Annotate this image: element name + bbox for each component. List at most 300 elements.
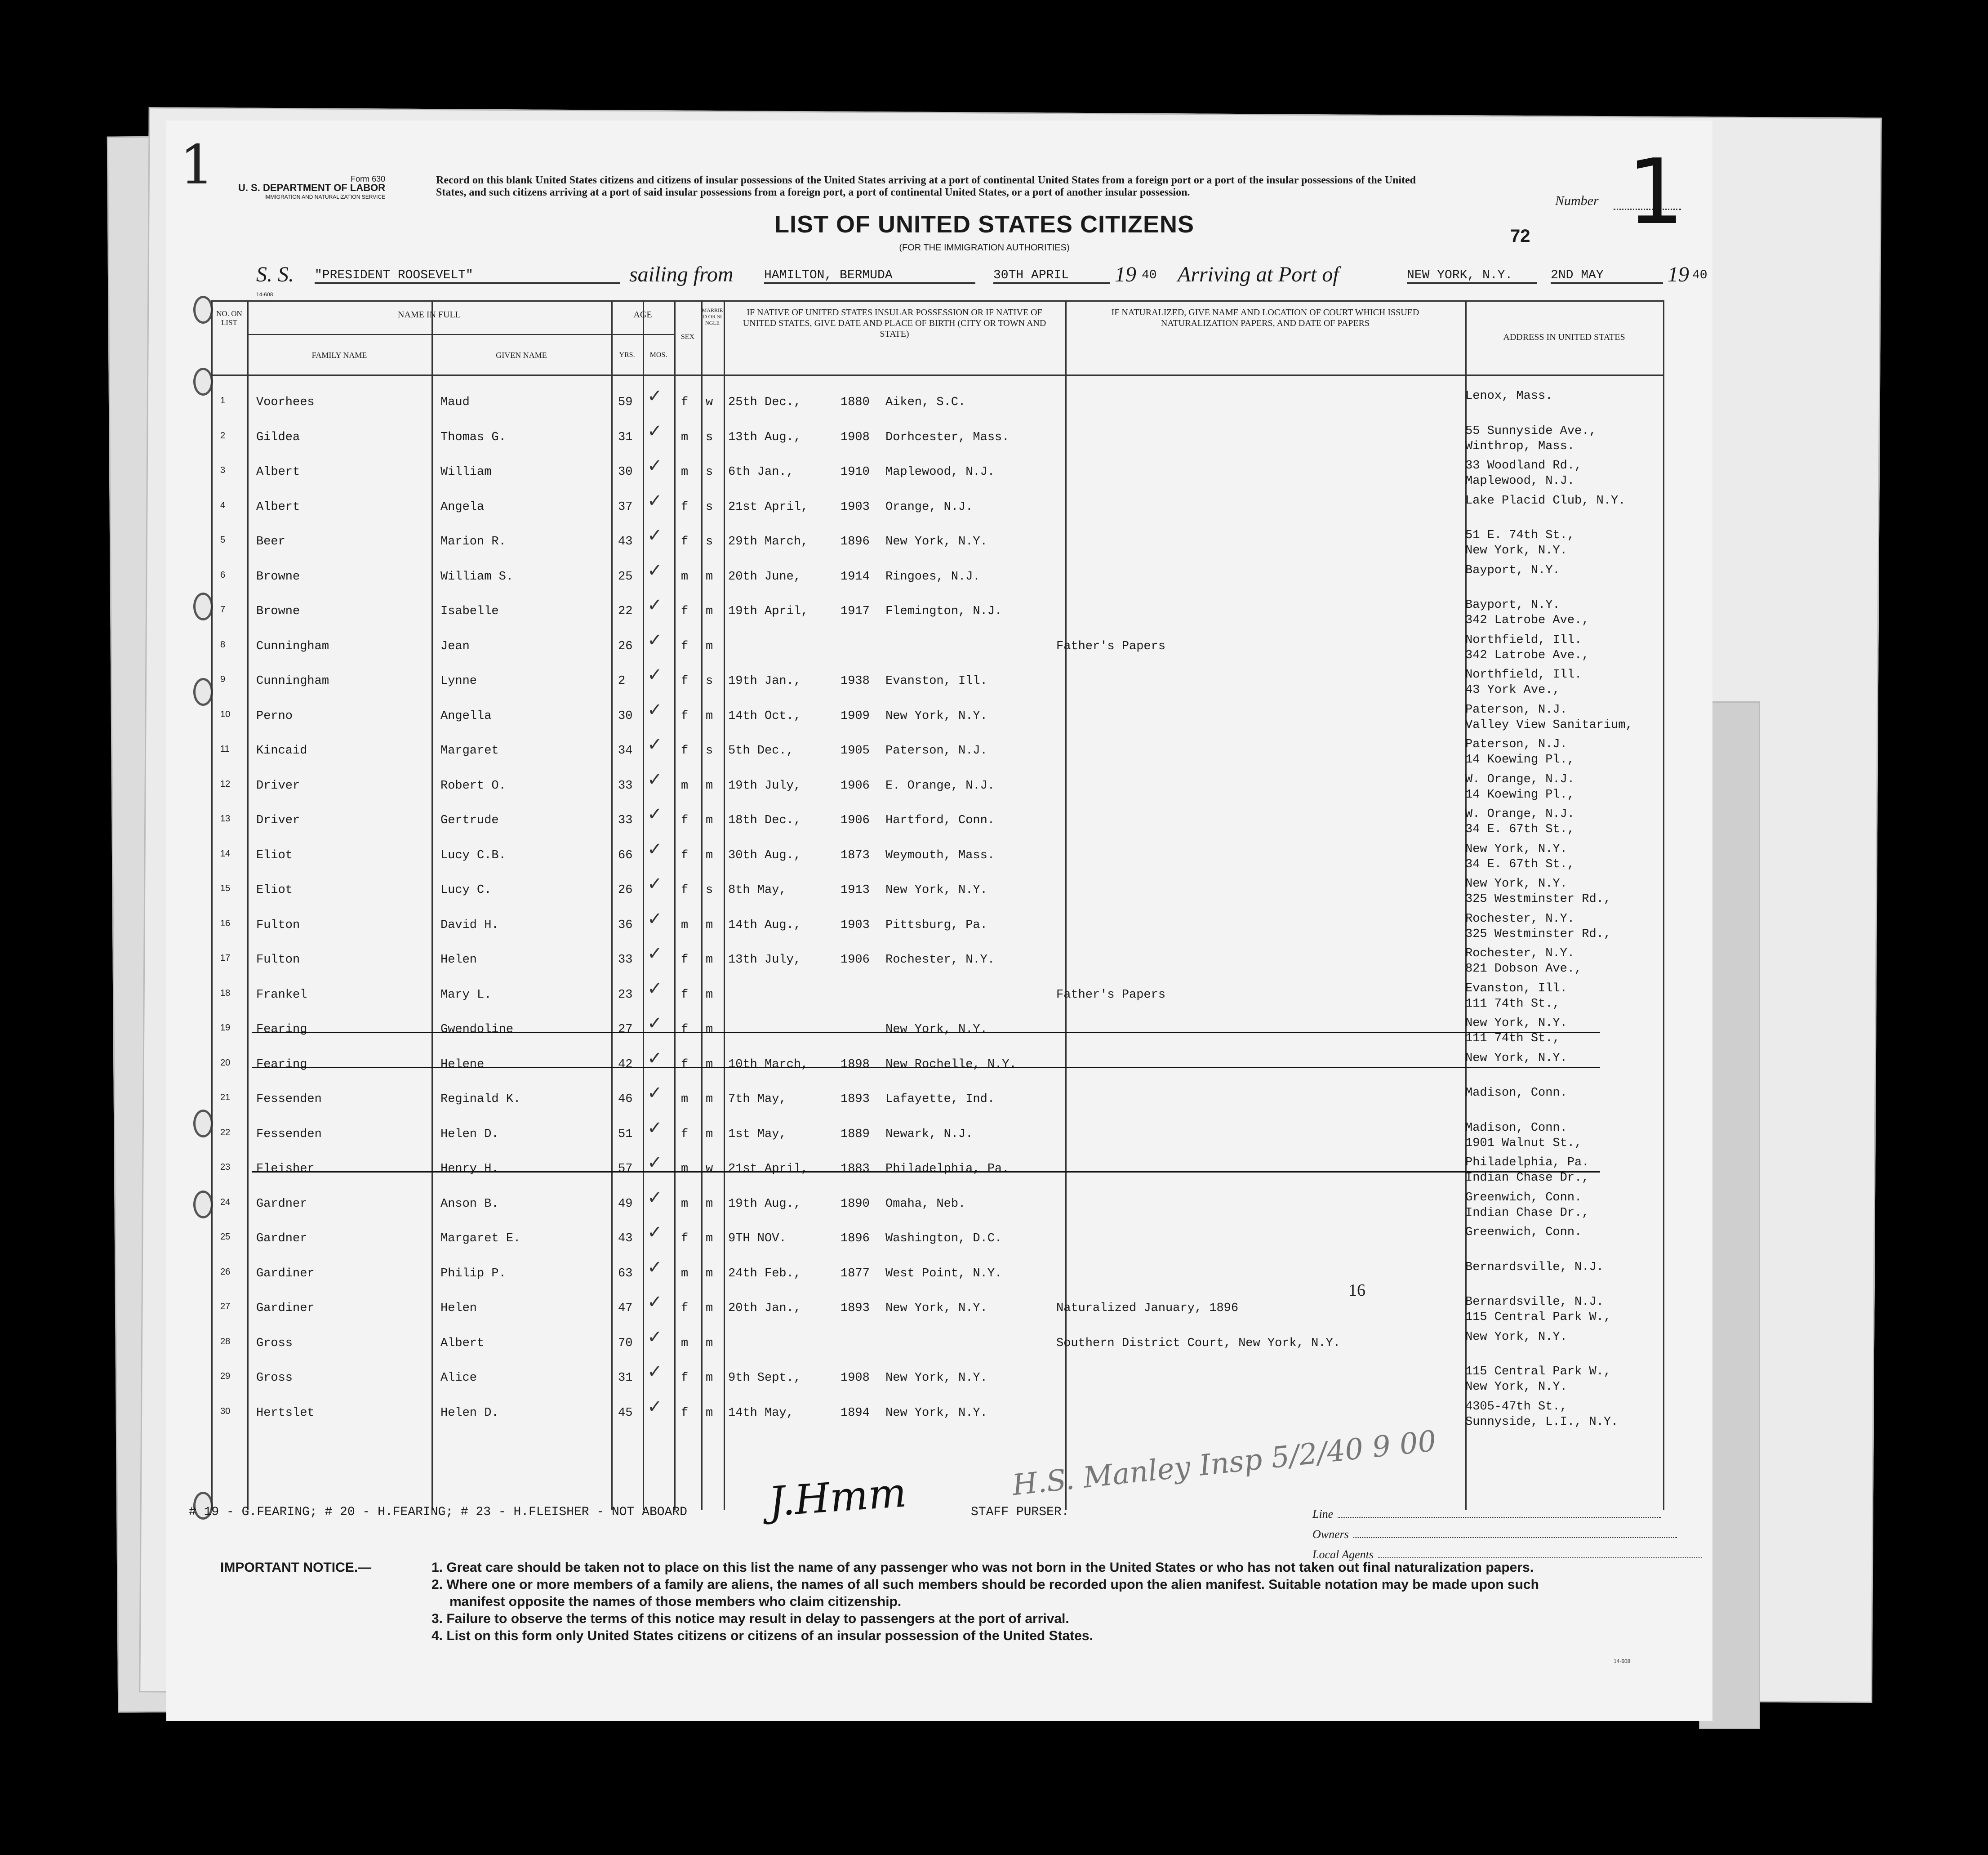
cell-age: 43 [618, 535, 633, 548]
cell-address-line-2: Indian Chase Dr., [1465, 1171, 1589, 1185]
cell-no: 30 [220, 1406, 231, 1416]
cell-byear: 1910 [841, 465, 870, 479]
cell-address-line-2: New York, N.Y. [1465, 544, 1567, 557]
cell-no: 14 [220, 848, 231, 859]
cell-age: 27 [618, 1023, 633, 1036]
cell-sex: m [681, 1336, 689, 1350]
cell-address-line-1: Greenwich, Conn. [1465, 1226, 1582, 1239]
cell-bplace: New York, N.Y. [885, 709, 987, 723]
cell-address-line-1: Rochester, N.Y. [1465, 947, 1575, 960]
page-stamp: 72 [1510, 226, 1530, 246]
checkmark-icon: ✓ [647, 1396, 663, 1417]
cell-bplace: New York, N.Y. [885, 535, 987, 548]
cell-family: Gross [256, 1336, 293, 1350]
cell-address-line-1: W. Orange, N.J. [1465, 772, 1575, 786]
checkmark-icon: ✓ [647, 943, 663, 964]
checkmark-icon: ✓ [647, 629, 663, 651]
cell-bplace: Washington, D.C. [885, 1232, 1002, 1245]
cell-byear: 1893 [841, 1302, 870, 1315]
arrival-port: NEW YORK, N.Y. [1407, 268, 1537, 284]
cell-given: Thomas G. [440, 430, 506, 444]
cell-address-line-2: 14 Koewing Pl., [1465, 753, 1575, 767]
handwritten-number: 16 [1348, 1281, 1365, 1300]
cell-address-line-1: Paterson, N.J. [1465, 738, 1567, 751]
print-code: 14-608 [256, 291, 273, 298]
cell-byear: 1903 [841, 500, 870, 514]
notice-label: IMPORTANT NOTICE.— [220, 1560, 372, 1575]
cell-sex: f [681, 535, 689, 548]
cell-given: Marion R. [440, 535, 506, 548]
cell-no: 20 [220, 1057, 231, 1068]
checkmark-icon: ✓ [647, 734, 663, 755]
checkmark-icon: ✓ [647, 1326, 663, 1347]
cell-bdate: 19th July, [728, 779, 801, 793]
cell-bdate: 29th March, [728, 535, 809, 548]
cell-no: 25 [220, 1232, 231, 1242]
cell-address-line-1: Greenwich, Conn. [1465, 1191, 1582, 1204]
notice-item-1: 1. Great care should be taken not to place on this list the name of any passenger who was not born in the United States or who has not taken out final naturalization papers. [431, 1560, 1534, 1575]
cell-bplace: West Point, N.Y. [885, 1266, 1002, 1280]
cell-byear: 1914 [841, 570, 870, 584]
page-subtitle: (FOR THE IMMIGRATION AUTHORITIES) [899, 243, 1070, 253]
cell-address-line-1: 33 Woodland Rd., [1465, 459, 1582, 473]
cell-no: 17 [220, 953, 231, 963]
cell-sex: f [681, 848, 689, 862]
cell-sex: f [681, 1302, 689, 1315]
cell-byear: 1906 [841, 953, 870, 967]
cell-sex: m [681, 570, 689, 584]
cell-family: Gross [256, 1371, 293, 1385]
cell-family: Fearing [256, 1023, 307, 1036]
cell-age: 26 [618, 883, 633, 897]
cell-sex: m [681, 1266, 689, 1280]
cell-given: Gertrude [440, 814, 499, 827]
cell-address-line-1: Philadelphia, Pa. [1465, 1156, 1589, 1169]
cell-age: 23 [618, 988, 633, 1002]
cell-bdate: 8th May, [728, 883, 787, 897]
cell-no: 3 [220, 465, 226, 475]
cell-sex: m [681, 1092, 689, 1106]
cell-given: Reginald K. [440, 1092, 521, 1106]
departure-year: 40 [1142, 268, 1157, 282]
cell-address-line-1: W. Orange, N.J. [1465, 807, 1575, 821]
header-name-in-full: NAME IN FULL [398, 310, 461, 320]
cell-byear: 1938 [841, 674, 870, 688]
cell-age: 22 [618, 605, 633, 618]
checkmark-icon: ✓ [647, 490, 663, 511]
cell-given: Alice [440, 1371, 477, 1385]
cell-bplace: New York, N.Y. [885, 1302, 987, 1315]
departure-port: HAMILTON, BERMUDA [764, 268, 975, 284]
cell-byear: 1896 [841, 1232, 870, 1245]
cell-address-line-1: Paterson, N.J. [1465, 703, 1567, 717]
cell-ms: m [706, 570, 713, 584]
cell-given: Albert [440, 1336, 485, 1350]
cell-address-line-1: 55 Sunnyside Ave., [1465, 424, 1597, 438]
cell-no: 28 [220, 1336, 231, 1347]
cell-byear: 1890 [841, 1197, 870, 1211]
cell-ms: m [706, 639, 713, 653]
header-given-name: GIVEN NAME [496, 351, 547, 360]
notice-item-2: 2. Where one or more members of a family are aliens, the names of all such members should be recorded upon the alien manifest. Suitable notation may be made upon such [431, 1577, 1539, 1592]
cell-bplace: Flemington, N.J. [885, 605, 1002, 618]
cell-bplace: Pittsburg, Pa. [885, 918, 987, 932]
binder-hole [193, 368, 213, 396]
cell-family: Driver [256, 814, 300, 827]
cell-bplace: Omaha, Neb. [885, 1197, 966, 1211]
cell-given: Lucy C. [440, 883, 492, 897]
strikethrough-line [252, 1171, 1600, 1173]
cell-byear: 1903 [841, 918, 870, 932]
cell-given: Margaret E. [440, 1232, 521, 1245]
cell-no: 5 [220, 535, 226, 545]
cell-given: Margaret [440, 744, 499, 758]
cell-address-line-1: Bernardsville, N.J. [1465, 1260, 1604, 1274]
cell-age: 45 [618, 1406, 633, 1420]
ship-name: "PRESIDENT ROOSEVELT" [315, 268, 620, 284]
cell-sex: f [681, 1232, 689, 1245]
cell-sex: f [681, 814, 689, 827]
cell-bdate: 25th Dec., [728, 396, 801, 409]
cell-given: William S. [440, 570, 514, 584]
cell-address-line-2: Maplewood, N.J. [1465, 474, 1575, 488]
cell-bdate: 14th May, [728, 1406, 794, 1420]
cell-byear: 1908 [841, 430, 870, 444]
cell-bdate: 19th Jan., [728, 674, 801, 688]
inspector-signature: H.S. Manley Insp 5/2/40 9 00 [1010, 1424, 1438, 1503]
cell-address-line-1: Northfield, Ill. [1465, 668, 1582, 682]
cell-family: Kincaid [256, 744, 307, 758]
header-naturalized: IF NATURALIZED, GIVE NAME AND LOCATION OF COURT WHICH ISSUED NATURALIZATION PAPERS, AND DATE OF PAPERS [1111, 308, 1419, 328]
cell-ms: m [706, 1197, 713, 1211]
cell-no: 2 [220, 430, 226, 441]
cell-ms: m [706, 1406, 713, 1420]
cell-age: 30 [618, 709, 633, 723]
binder-hole [193, 296, 213, 324]
cell-byear: 1909 [841, 709, 870, 723]
cell-no: 22 [220, 1127, 231, 1137]
cell-ms: m [706, 1336, 713, 1350]
notice-item-2-cont: manifest opposite the names of those members who claim citizenship. [449, 1594, 902, 1609]
cell-address-line-1: New York, N.Y. [1465, 1330, 1567, 1344]
cell-sex: f [681, 744, 689, 758]
checkmark-icon: ✓ [647, 525, 663, 546]
page-title: LIST OF UNITED STATES CITIZENS [774, 211, 1194, 238]
cell-sex: m [681, 430, 689, 444]
cell-bplace: Ringoes, N.J. [885, 570, 980, 584]
cell-family: Albert [256, 465, 300, 479]
cell-sex: f [681, 988, 689, 1002]
cell-age: 2 [618, 674, 626, 688]
cell-address-line-2: Winthrop, Mass. [1465, 439, 1575, 453]
cell-bdate: 14th Oct., [728, 709, 801, 723]
bottom-print-code: 14-608 [1614, 1658, 1631, 1664]
form-number: Form 630 [351, 174, 386, 183]
cell-address-line-2: 821 Dobson Ave., [1465, 962, 1582, 976]
cell-sex: m [681, 918, 689, 932]
cell-sex: f [681, 883, 689, 897]
cell-address-line-1: Lenox, Mass. [1465, 389, 1553, 403]
cell-bdate: 18th Dec., [728, 814, 801, 827]
checkmark-icon: ✓ [647, 595, 663, 615]
cell-age: 37 [618, 500, 633, 514]
cell-bdate: 1st May, [728, 1127, 787, 1141]
cell-ms: m [706, 814, 713, 827]
passenger-table [211, 300, 1663, 1510]
cell-bplace: Dorhcester, Mass. [885, 430, 1010, 444]
cell-ms: m [706, 848, 713, 862]
cell-no: 18 [220, 988, 231, 998]
header-mos: MOS. [649, 351, 667, 359]
cell-address-line-1: Northfield, Ill. [1465, 633, 1582, 647]
cell-ms: s [706, 883, 713, 897]
cell-age: 30 [618, 465, 633, 479]
checkmark-icon: ✓ [647, 455, 663, 476]
cell-address-line-1: Bernardsville, N.J. [1465, 1295, 1604, 1309]
cell-bdate: 20th June, [728, 570, 801, 584]
cell-bplace: New York, N.Y. [885, 883, 987, 897]
cell-age: 59 [618, 396, 633, 409]
cell-no: 26 [220, 1266, 231, 1277]
cell-age: 51 [618, 1127, 633, 1141]
manifest-page [166, 120, 1712, 1721]
cell-no: 16 [220, 918, 231, 928]
cell-no: 15 [220, 883, 231, 893]
cell-no: 19 [220, 1023, 231, 1033]
cell-address-line-1: New York, N.Y. [1465, 877, 1567, 891]
cell-family: Fulton [256, 918, 300, 932]
line-label: Line [1312, 1507, 1334, 1521]
cell-byear: 1873 [841, 848, 870, 862]
cell-age: 33 [618, 779, 633, 793]
cell-ms: m [706, 779, 713, 793]
checkmark-icon: ✓ [647, 1361, 663, 1382]
notice-item-3: 3. Failure to observe the terms of this notice may result in delay to passengers at the port of arrival. [431, 1611, 1069, 1626]
form-identifier [238, 174, 385, 201]
cell-byear: 1898 [841, 1057, 870, 1071]
cell-family: Fleisher [256, 1162, 315, 1176]
cell-given: Helen [440, 1302, 477, 1315]
cell-bplace: New York, N.Y. [885, 1406, 987, 1420]
cell-age: 57 [618, 1162, 633, 1176]
departure-date: 30TH APRIL [993, 268, 1110, 284]
cell-bplace: New York, N.Y. [885, 1371, 987, 1385]
checkmark-icon: ✓ [647, 1152, 663, 1173]
cell-address-line-2: Indian Chase Dr., [1465, 1206, 1589, 1220]
cell-sex: f [681, 396, 689, 409]
purser-title: STAFF PURSER. [971, 1505, 1069, 1519]
cell-address-line-2: 111 74th St., [1465, 997, 1560, 1011]
cell-sex: f [681, 500, 689, 514]
header-family-name: FAMILY NAME [311, 351, 367, 360]
cell-no: 29 [220, 1371, 231, 1381]
cell-age: 31 [618, 430, 633, 444]
cell-ms: m [706, 953, 713, 967]
cell-given: Robert O. [440, 779, 506, 793]
cell-sex: f [681, 1371, 689, 1385]
cell-address-line-2: 342 Latrobe Ave., [1465, 648, 1589, 662]
cell-family: Gardiner [256, 1302, 315, 1315]
cell-no: 24 [220, 1197, 231, 1207]
cell-age: 33 [618, 953, 633, 967]
cell-bdate: 20th Jan., [728, 1302, 801, 1315]
cell-family: Perno [256, 709, 293, 723]
checkmark-icon: ✓ [647, 978, 663, 999]
cell-no: 6 [220, 570, 226, 580]
cell-byear: 1883 [841, 1162, 870, 1176]
checkmark-icon: ✓ [647, 1083, 663, 1103]
cell-sex: f [681, 1406, 689, 1420]
cell-address-line-1: 51 E. 74th St., [1465, 529, 1575, 542]
cell-byear: 1905 [841, 744, 870, 758]
cell-bdate: 7th May, [728, 1092, 787, 1106]
owners-field [1312, 1528, 1677, 1541]
cell-bdate: 19th Aug., [728, 1197, 801, 1211]
cell-no: 9 [220, 674, 226, 684]
cell-age: 34 [618, 744, 633, 758]
cell-given: William [440, 465, 492, 479]
cell-address-line-2: Valley View Sanitarium, [1465, 718, 1633, 732]
cell-no: 8 [220, 639, 226, 650]
binder-hole [193, 1191, 213, 1218]
cell-bdate: 13th July, [728, 953, 801, 967]
cell-no: 7 [220, 605, 226, 615]
cell-family: Voorhees [256, 396, 315, 409]
cell-ms: m [706, 1371, 713, 1385]
cell-family: Gildea [256, 430, 300, 444]
cell-byear: 1894 [841, 1406, 870, 1420]
cell-family: Albert [256, 500, 300, 514]
cell-ms: m [706, 918, 713, 932]
cell-address-line-2: 325 Westminster Rd., [1465, 892, 1611, 906]
cell-bdate: 5th Dec., [728, 744, 794, 758]
cell-given: Maud [440, 396, 470, 409]
cell-age: 26 [618, 639, 633, 653]
cell-family: Fearing [256, 1057, 307, 1071]
cell-sex: f [681, 1023, 689, 1036]
cell-nat: Father's Papers [1056, 639, 1166, 653]
header-birth: IF NATIVE OF UNITED STATES INSULAR POSSESSION OR IF NATIVE OF UNITED STATES, GIVE DATE AND PLACE OF BIRTH (CITY OR TOWN AND STATE) [743, 308, 1046, 339]
header-sex: SEX [680, 333, 695, 341]
cell-given: Anson B. [440, 1197, 499, 1211]
ss-label: S. S. [256, 263, 294, 286]
cell-address-line-1: Bayport, N.Y. [1465, 598, 1560, 612]
cell-bdate: 19th April, [728, 605, 809, 618]
cell-family: Beer [256, 535, 285, 548]
checkmark-icon: ✓ [647, 1187, 663, 1208]
cell-sex: m [681, 465, 689, 479]
year-prefix: 19 [1668, 263, 1689, 286]
sailing-label: sailing from [629, 263, 734, 286]
cell-byear: 1906 [841, 779, 870, 793]
cell-given: Gwendoline [440, 1023, 514, 1036]
cell-bdate: 21st April, [728, 500, 809, 514]
cell-ms: s [706, 744, 713, 758]
cell-byear: 1917 [841, 605, 870, 618]
cell-address-line-1: New York, N.Y. [1465, 842, 1567, 856]
cell-given: Lynne [440, 674, 477, 688]
header-no: NO. ON LIST [216, 309, 242, 327]
checkmark-icon: ✓ [647, 560, 663, 581]
cell-ms: m [706, 605, 713, 618]
cell-ms: s [706, 535, 713, 548]
cell-family: Browne [256, 605, 300, 618]
cell-sex: f [681, 1057, 689, 1071]
cell-ms: m [706, 1092, 713, 1106]
binder-hole [193, 1110, 213, 1137]
cell-bplace: Rochester, N.Y. [885, 953, 995, 967]
checkmark-icon: ✓ [647, 1222, 663, 1243]
cell-address-line-2: Sunnyside, L.I., N.Y. [1465, 1415, 1619, 1429]
cell-age: 66 [618, 848, 633, 862]
cell-given: Lucy C.B. [440, 848, 506, 862]
cell-ms: m [706, 709, 713, 723]
cell-family: Driver [256, 779, 300, 793]
cell-no: 4 [220, 500, 226, 510]
cell-address-line-2: 34 E. 67th St., [1465, 857, 1575, 871]
cell-given: Angela [440, 500, 485, 514]
cell-given: Philip P. [440, 1266, 506, 1280]
cell-bplace: New Rochelle, N.Y. [885, 1057, 1017, 1071]
cell-bdate: 13th Aug., [728, 430, 801, 444]
checkmark-icon: ✓ [647, 1013, 663, 1034]
binder-hole [193, 593, 213, 620]
cell-bdate: 21st April, [728, 1162, 809, 1176]
header-married-single: MARRIED OR SINGLE [702, 307, 723, 326]
cell-bplace: New York, N.Y. [885, 1023, 987, 1036]
cell-sex: f [681, 1127, 689, 1141]
cell-address-line-2: 325 Westminster Rd., [1465, 927, 1611, 941]
cell-ms: s [706, 674, 713, 688]
cell-address-line-2: 14 Koewing Pl., [1465, 788, 1575, 802]
checkmark-icon: ✓ [647, 1257, 663, 1278]
cell-family: Eliot [256, 883, 293, 897]
cell-family: Frankel [256, 988, 307, 1002]
strikethrough-line [252, 1067, 1600, 1068]
cell-given: Helen D. [440, 1127, 499, 1141]
cell-ms: m [706, 1127, 713, 1141]
cell-age: 43 [618, 1232, 633, 1245]
cell-age: 47 [618, 1302, 633, 1315]
cell-bplace: Weymouth, Mass. [885, 848, 995, 862]
cell-age: 49 [618, 1197, 633, 1211]
cell-address-line-1: New York, N.Y. [1465, 1051, 1567, 1065]
cell-nat: Naturalized January, 1896 [1056, 1302, 1239, 1315]
cell-bplace: Evanston, Ill. [885, 674, 987, 688]
cell-bplace: Orange, N.J. [885, 500, 973, 514]
cell-sex: m [681, 779, 689, 793]
cell-bplace: E. Orange, N.J. [885, 779, 995, 793]
cell-no: 10 [220, 709, 231, 719]
cell-family: Gardiner [256, 1266, 315, 1280]
checkmark-icon: ✓ [647, 908, 663, 929]
cell-byear: 1908 [841, 1371, 870, 1385]
corner-handwritten-mark: 1 [180, 134, 214, 196]
cell-ms: w [706, 396, 713, 409]
cell-bdate: 10th March, [728, 1057, 809, 1071]
cell-family: Gardner [256, 1197, 307, 1211]
cell-family: Hertslet [256, 1406, 315, 1420]
cell-bplace: Maplewood, N.J. [885, 465, 995, 479]
cell-bdate: 24th Feb., [728, 1266, 801, 1280]
cell-given: Helene [440, 1057, 485, 1071]
cell-family: Eliot [256, 848, 293, 862]
cell-sex: f [681, 674, 689, 688]
line-field [1312, 1507, 1661, 1521]
service-name: IMMIGRATION AND NATURALIZATION SERVICE [264, 194, 386, 200]
cell-family: Fulton [256, 953, 300, 967]
arrival-year: 40 [1692, 268, 1708, 282]
